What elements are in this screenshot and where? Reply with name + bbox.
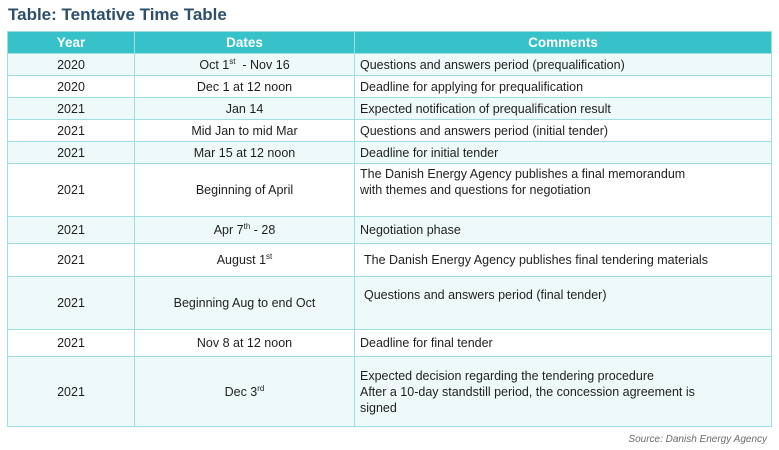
table-row (8, 54, 772, 76)
comment-cell (355, 164, 772, 217)
comment-cell (355, 357, 772, 427)
comment-line: After a 10-day standstill period, the concession agreement is (360, 384, 695, 399)
date-text: Oct 1 (199, 57, 230, 72)
table-row (8, 120, 772, 142)
date-cell (135, 54, 355, 76)
date-suffix: th (243, 221, 251, 231)
comment-cell: The Danish Energy Agency publishes final tendering materials (355, 244, 772, 277)
date-cell: Mar 15 at 12 noon (135, 142, 355, 164)
comment-cell: Deadline for initial tender (355, 142, 772, 164)
year-cell: 2021 (8, 164, 135, 217)
date-cell: Beginning Aug to end Oct (135, 277, 355, 330)
table-row (8, 164, 772, 217)
date-text: Dec 3 (224, 384, 258, 399)
date-cell: Jan 14 (135, 98, 355, 120)
date-cell: Dec 1 at 12 noon (135, 76, 355, 98)
year-cell: 2020 (8, 54, 135, 76)
comment-cell: Deadline for final tender (355, 330, 772, 357)
table-row (8, 357, 772, 427)
year-cell: 2021 (8, 120, 135, 142)
comment-cell: Questions and answers period (initial tender) (355, 120, 772, 142)
year-cell: 2021 (8, 98, 135, 120)
comment-line: Expected decision regarding the tendering procedure (360, 368, 654, 383)
date-suffix: st (229, 56, 236, 66)
comment-line: signed (360, 400, 397, 415)
comment-line: The Danish Energy Agency publishes a final memorandum (360, 167, 686, 181)
date-cell (135, 244, 355, 277)
table-row (8, 217, 772, 244)
header-row (8, 32, 772, 54)
date-cell (135, 217, 355, 244)
year-cell: 2020 (8, 76, 135, 98)
comment-cell: Deadline for applying for prequalification (355, 76, 772, 98)
date-cell: Mid Jan to mid Mar (135, 120, 355, 142)
source-note: Source: Danish Energy Agency (628, 434, 767, 445)
comment-cell: Negotiation phase (355, 217, 772, 244)
comment-line: with themes and questions for negotiation (360, 183, 591, 197)
table-title: Table: Tentative Time Table (8, 5, 227, 24)
table-row (8, 277, 772, 330)
date-cell: Nov 8 at 12 noon (135, 330, 355, 357)
year-cell: 2021 (8, 142, 135, 164)
date-suffix: st (266, 251, 273, 261)
header-dates: Dates (135, 32, 355, 54)
table-row (8, 330, 772, 357)
time-table (7, 31, 772, 427)
date-text: August 1 (216, 253, 267, 267)
date-suffix: rd (257, 383, 265, 393)
year-cell: 2021 (8, 244, 135, 277)
date-range-end: - 28 (250, 223, 276, 237)
header-comments: Comments (355, 32, 772, 54)
date-cell (135, 357, 355, 427)
year-cell: 2021 (8, 217, 135, 244)
date-text: Apr 7 (213, 223, 244, 237)
year-cell: 2021 (8, 357, 135, 427)
table-row (8, 76, 772, 98)
year-cell: 2021 (8, 330, 135, 357)
table-row (8, 98, 772, 120)
comment-cell: Questions and answers period (prequalification) (355, 54, 772, 76)
date-cell: Beginning of April (135, 164, 355, 217)
table-row (8, 244, 772, 277)
year-cell: 2021 (8, 277, 135, 330)
comment-cell: Questions and answers period (final tender) (355, 277, 772, 330)
date-range-end: - Nov 16 (235, 57, 290, 72)
comment-cell: Expected notification of prequalification result (355, 98, 772, 120)
table-row (8, 142, 772, 164)
header-year: Year (8, 32, 135, 54)
